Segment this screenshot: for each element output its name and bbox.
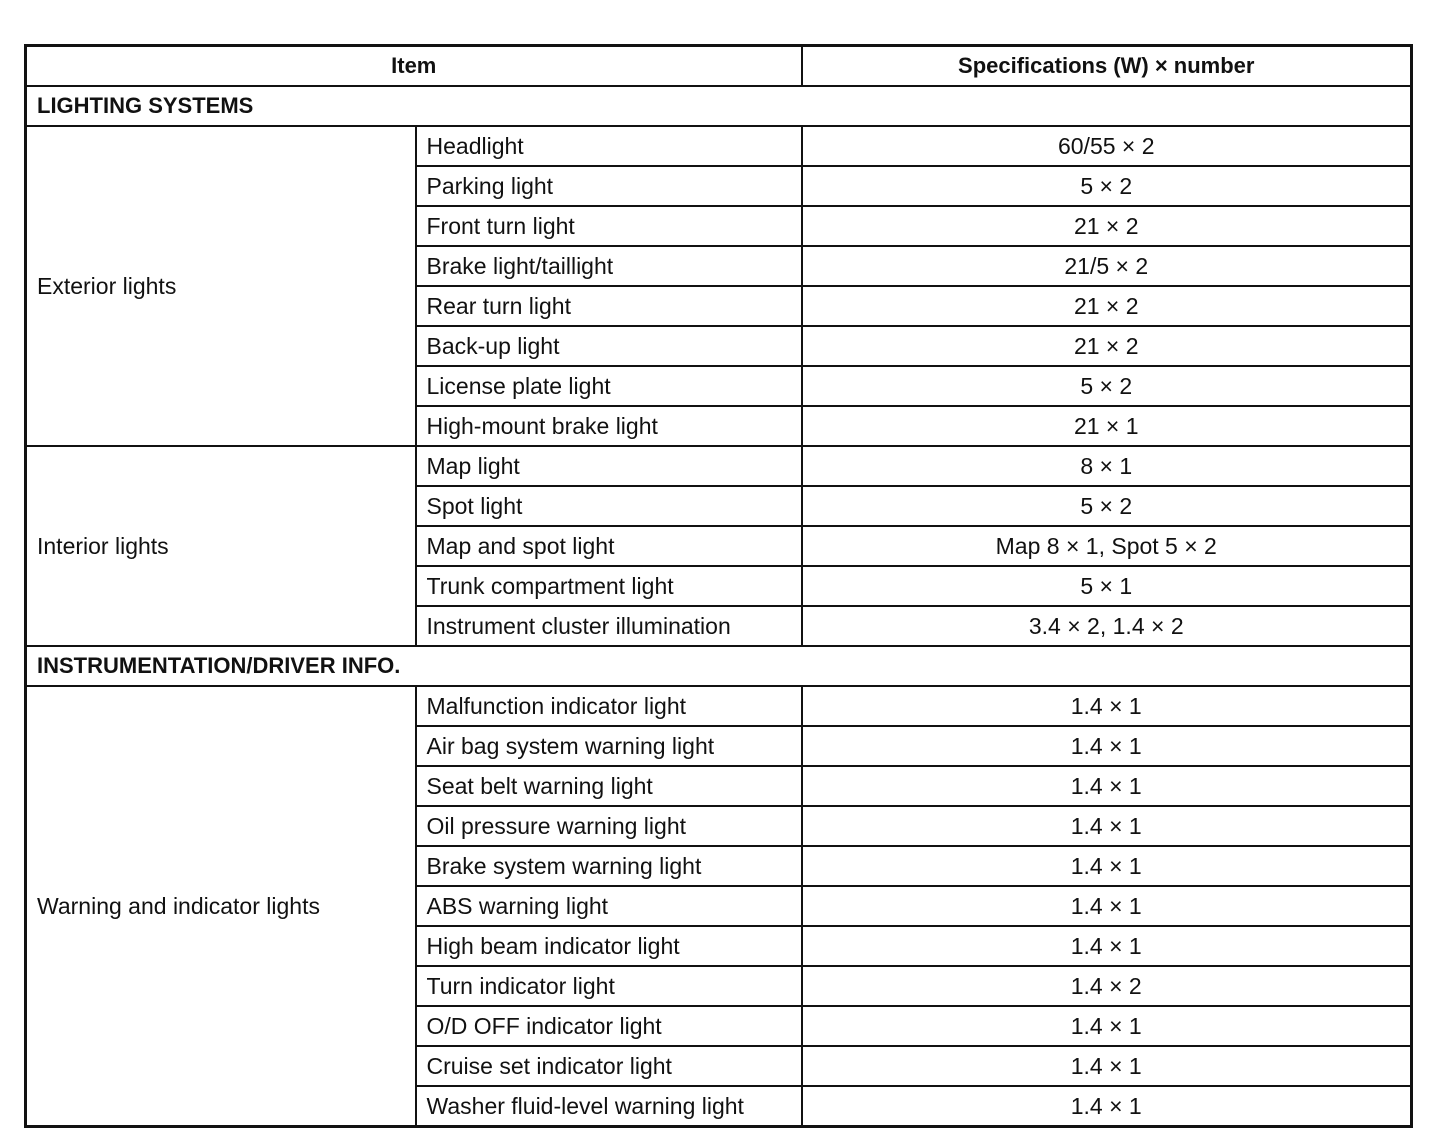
item-spec: 1.4 × 1 (802, 766, 1412, 806)
bulb-specifications-table (24, 44, 1413, 1128)
item-name: Turn indicator light (416, 966, 802, 1006)
item-spec: 1.4 × 1 (802, 1086, 1412, 1127)
item-column-header: Item (26, 46, 802, 87)
item-name: Front turn light (416, 206, 802, 246)
item-spec: 1.4 × 1 (802, 1046, 1412, 1086)
item-name: Air bag system warning light (416, 726, 802, 766)
item-name: Brake system warning light (416, 846, 802, 886)
item-name: ABS warning light (416, 886, 802, 926)
table-row (26, 446, 1412, 486)
group-label: Interior lights (26, 446, 416, 646)
item-spec: 8 × 1 (802, 446, 1412, 486)
item-name: High beam indicator light (416, 926, 802, 966)
item-spec: 5 × 1 (802, 566, 1412, 606)
item-spec: 21 × 1 (802, 406, 1412, 446)
item-name: Map and spot light (416, 526, 802, 566)
table-header-row (26, 46, 1412, 87)
section-row (26, 646, 1412, 686)
item-spec: 21 × 2 (802, 326, 1412, 366)
spec-column-header: Specifications (W) × number (802, 46, 1412, 87)
item-name: Malfunction indicator light (416, 686, 802, 726)
item-spec: 21/5 × 2 (802, 246, 1412, 286)
item-name: Spot light (416, 486, 802, 526)
item-name: Instrument cluster illumination (416, 606, 802, 646)
item-spec: 5 × 2 (802, 486, 1412, 526)
item-spec: Map 8 × 1, Spot 5 × 2 (802, 526, 1412, 566)
item-spec: 21 × 2 (802, 206, 1412, 246)
item-spec: 21 × 2 (802, 286, 1412, 326)
item-spec: 1.4 × 2 (802, 966, 1412, 1006)
item-name: Seat belt warning light (416, 766, 802, 806)
item-name: Washer fluid-level warning light (416, 1086, 802, 1127)
item-spec: 1.4 × 1 (802, 1006, 1412, 1046)
item-spec: 1.4 × 1 (802, 806, 1412, 846)
item-name: Rear turn light (416, 286, 802, 326)
item-name: License plate light (416, 366, 802, 406)
item-name: Parking light (416, 166, 802, 206)
item-name: Cruise set indicator light (416, 1046, 802, 1086)
item-name: O/D OFF indicator light (416, 1006, 802, 1046)
item-spec: 1.4 × 1 (802, 686, 1412, 726)
item-name: Back-up light (416, 326, 802, 366)
item-name: Map light (416, 446, 802, 486)
section-title: LIGHTING SYSTEMS (26, 86, 1412, 126)
section-row (26, 86, 1412, 126)
group-label: Exterior lights (26, 126, 416, 446)
item-spec: 1.4 × 1 (802, 926, 1412, 966)
item-spec: 3.4 × 2, 1.4 × 2 (802, 606, 1412, 646)
item-spec: 1.4 × 1 (802, 886, 1412, 926)
item-name: Headlight (416, 126, 802, 166)
table-row (26, 686, 1412, 726)
item-spec: 1.4 × 1 (802, 726, 1412, 766)
group-label: Warning and indicator lights (26, 686, 416, 1127)
item-name: High-mount brake light (416, 406, 802, 446)
table-body (26, 86, 1412, 1127)
item-spec: 60/55 × 2 (802, 126, 1412, 166)
item-name: Trunk compartment light (416, 566, 802, 606)
item-name: Oil pressure warning light (416, 806, 802, 846)
item-spec: 5 × 2 (802, 166, 1412, 206)
table-row (26, 126, 1412, 166)
item-spec: 5 × 2 (802, 366, 1412, 406)
section-title: INSTRUMENTATION/DRIVER INFO. (26, 646, 1412, 686)
item-name: Brake light/taillight (416, 246, 802, 286)
item-spec: 1.4 × 1 (802, 846, 1412, 886)
